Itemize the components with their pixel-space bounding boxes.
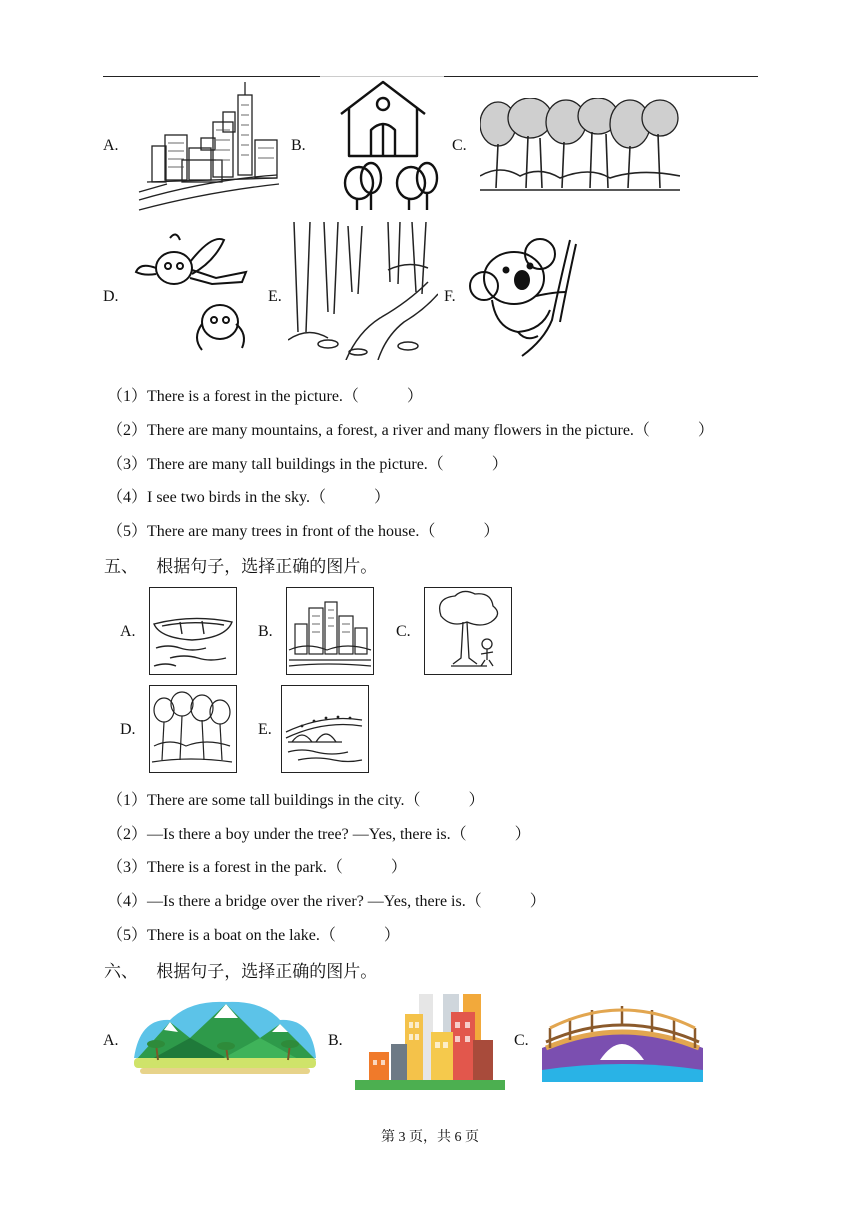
s5-option-label-a: A. bbox=[120, 623, 136, 640]
section5-heading bbox=[104, 552, 377, 577]
s5-city-picture bbox=[286, 587, 374, 675]
s5-boy-under-tree-picture bbox=[424, 587, 512, 675]
section5-question-5: （5）There is a boat on the lake.（ ） bbox=[107, 927, 400, 944]
city-skyline-picture bbox=[137, 80, 282, 215]
option-label-b: B. bbox=[291, 137, 306, 154]
s5-option-label-d: D. bbox=[120, 721, 136, 738]
section6-number: 六、 bbox=[104, 962, 138, 981]
s6-city-picture bbox=[355, 992, 505, 1090]
house-with-trees-picture bbox=[327, 78, 445, 213]
section5-question-3: （3）There is a forest in the park.（ ） bbox=[107, 859, 407, 876]
two-birds-picture bbox=[132, 232, 252, 357]
s6-mountains-picture bbox=[130, 998, 320, 1078]
section6-heading bbox=[104, 957, 377, 982]
option-label-c: C. bbox=[452, 137, 467, 154]
section4-question-3: （3）There are many tall buildings in the picture.（ ） bbox=[107, 456, 508, 473]
section5-question-1: （1）There are some tall buildings in the city.（ ） bbox=[107, 792, 485, 809]
s5-forest-picture bbox=[149, 685, 237, 773]
s5-option-label-e: E. bbox=[258, 721, 272, 738]
s6-option-label-b: B. bbox=[328, 1032, 343, 1049]
section4-question-5: （5）There are many trees in front of the house.（ ） bbox=[107, 523, 500, 540]
s5-bridge-picture bbox=[281, 685, 369, 773]
option-label-f: F. bbox=[444, 288, 456, 305]
section5-number: 五、 bbox=[104, 557, 138, 576]
s5-option-label-c: C. bbox=[396, 623, 411, 640]
section5-question-2: （2）—Is there a boy under the tree? —Yes, there is.（ ） bbox=[107, 826, 531, 843]
forest-path-picture bbox=[288, 222, 438, 360]
forest-trees-picture bbox=[480, 98, 680, 196]
koala-on-tree-picture bbox=[462, 230, 580, 358]
s6-option-label-a: A. bbox=[103, 1032, 119, 1049]
section5-question-4: （4）—Is there a bridge over the river? —Yes, there is.（ ） bbox=[107, 893, 546, 910]
option-label-e: E. bbox=[268, 288, 282, 305]
header-rule-middle bbox=[320, 76, 444, 77]
option-label-d: D. bbox=[103, 288, 119, 305]
header-rule-left bbox=[103, 76, 320, 77]
s5-option-label-b: B. bbox=[258, 623, 273, 640]
page-footer: 第 3 页，共 6 页 bbox=[381, 1130, 479, 1145]
s5-boat-picture bbox=[149, 587, 237, 675]
section4-question-4: （4）I see two birds in the sky.（ ） bbox=[107, 489, 390, 506]
section5-instruction: 根据句子，选择正确的图片。 bbox=[156, 557, 378, 576]
section4-question-2: （2）There are many mountains, a forest, a river and many flowers in the picture.（ ） bbox=[107, 422, 714, 439]
header-rule-right bbox=[444, 76, 758, 77]
s6-bridge-picture bbox=[540, 998, 705, 1082]
s6-option-label-c: C. bbox=[514, 1032, 529, 1049]
option-label-a: A. bbox=[103, 137, 119, 154]
section6-instruction: 根据句子，选择正确的图片。 bbox=[156, 962, 378, 981]
section4-question-1: （1）There is a forest in the picture.（ ） bbox=[107, 388, 423, 405]
